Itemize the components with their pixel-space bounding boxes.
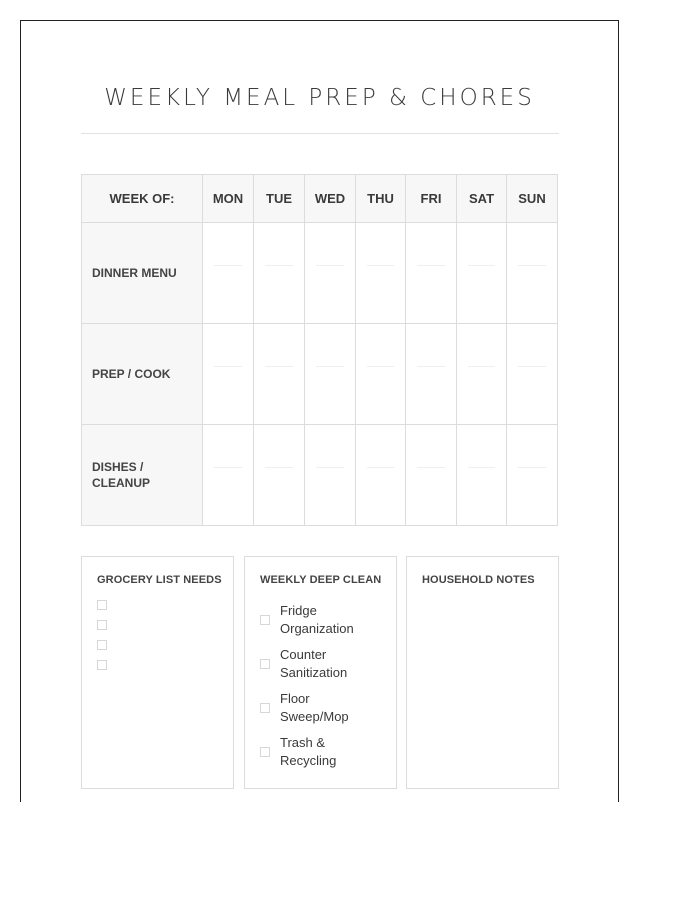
schedule-row-dinner-menu xyxy=(82,223,558,324)
checkbox[interactable] xyxy=(97,600,107,610)
household-notes-panel[interactable] xyxy=(406,556,559,789)
write-line xyxy=(316,366,344,367)
write-line xyxy=(214,366,242,367)
grocery-item xyxy=(97,657,107,677)
schedule-cell[interactable] xyxy=(507,425,558,526)
week-of-label: WEEK OF: xyxy=(82,175,203,223)
page-title: WEEKLY MEAL PREP & CHORES xyxy=(104,85,535,111)
grocery-item xyxy=(97,637,107,657)
schedule-cell[interactable] xyxy=(356,324,406,425)
checklist-item xyxy=(260,686,370,730)
deep-clean-heading: WEEKLY DEEP CLEAN xyxy=(260,574,382,586)
day-header-fri: FRI xyxy=(406,175,457,223)
schedule-cell[interactable] xyxy=(406,425,457,526)
checkbox[interactable] xyxy=(260,703,270,713)
grocery-item xyxy=(97,617,107,637)
weekly-schedule-table xyxy=(81,174,558,526)
write-line xyxy=(417,366,445,367)
write-line xyxy=(367,467,394,468)
schedule-cell[interactable] xyxy=(203,223,254,324)
write-line xyxy=(468,366,495,367)
write-line xyxy=(265,467,293,468)
row-label-dishes-cleanup: DISHES / CLEANUP xyxy=(82,425,203,526)
day-header-sun: SUN xyxy=(507,175,558,223)
day-header-mon: MON xyxy=(203,175,254,223)
schedule-cell[interactable] xyxy=(254,324,305,425)
deep-clean-panel xyxy=(244,556,397,789)
checklist-item-label: Counter Sanitization xyxy=(280,647,348,680)
write-line xyxy=(417,467,445,468)
write-line xyxy=(265,366,293,367)
write-line xyxy=(265,265,293,266)
checkbox[interactable] xyxy=(260,659,270,669)
write-line xyxy=(518,366,546,367)
schedule-cell[interactable] xyxy=(305,324,356,425)
bottom-panels xyxy=(81,556,559,789)
schedule-row-dishes-cleanup xyxy=(82,425,558,526)
checkbox[interactable] xyxy=(260,615,270,625)
write-line xyxy=(367,265,394,266)
row-label-dinner-menu: DINNER MENU xyxy=(82,223,203,324)
schedule-cell[interactable] xyxy=(356,425,406,526)
planner-page xyxy=(20,20,619,802)
schedule-cell[interactable] xyxy=(203,324,254,425)
schedule-header-row xyxy=(82,175,558,223)
schedule-cell[interactable] xyxy=(457,324,507,425)
checkbox[interactable] xyxy=(97,620,107,630)
schedule-cell[interactable] xyxy=(406,223,457,324)
day-header-thu: THU xyxy=(356,175,406,223)
schedule-cell[interactable] xyxy=(254,223,305,324)
checklist-item xyxy=(260,730,370,774)
schedule-cell[interactable] xyxy=(305,425,356,526)
write-line xyxy=(417,265,445,266)
checklist-item-label: Floor Sweep/Mop xyxy=(280,691,349,724)
checkbox[interactable] xyxy=(260,747,270,757)
schedule-cell[interactable] xyxy=(457,223,507,324)
schedule-cell[interactable] xyxy=(254,425,305,526)
write-line xyxy=(518,467,546,468)
schedule-cell[interactable] xyxy=(305,223,356,324)
schedule-cell[interactable] xyxy=(507,223,558,324)
grocery-list-panel xyxy=(81,556,234,789)
day-header-tue: TUE xyxy=(254,175,305,223)
checkbox[interactable] xyxy=(97,640,107,650)
write-line xyxy=(316,265,344,266)
household-notes-heading: HOUSEHOLD NOTES xyxy=(422,574,535,586)
write-line xyxy=(316,467,344,468)
checklist-item-label: Fridge Organization xyxy=(280,603,354,636)
day-header-wed: WED xyxy=(305,175,356,223)
write-line xyxy=(468,467,495,468)
write-line xyxy=(367,366,394,367)
row-label-prep-cook: PREP / COOK xyxy=(82,324,203,425)
write-line xyxy=(468,265,495,266)
title-divider xyxy=(81,133,559,134)
checklist-item xyxy=(260,642,370,686)
schedule-cell[interactable] xyxy=(457,425,507,526)
checkbox[interactable] xyxy=(97,660,107,670)
schedule-cell[interactable] xyxy=(507,324,558,425)
schedule-cell[interactable] xyxy=(356,223,406,324)
grocery-item xyxy=(97,597,107,617)
day-header-sat: SAT xyxy=(457,175,507,223)
schedule-cell[interactable] xyxy=(406,324,457,425)
write-line xyxy=(214,467,242,468)
grocery-list-heading: GROCERY LIST NEEDS xyxy=(97,574,222,586)
write-line xyxy=(214,265,242,266)
schedule-row-prep-cook xyxy=(82,324,558,425)
write-line xyxy=(518,265,546,266)
checklist-item xyxy=(260,598,370,642)
checklist-item-label: Trash & Recycling xyxy=(280,735,337,768)
grocery-checklist xyxy=(97,597,107,677)
schedule-cell[interactable] xyxy=(203,425,254,526)
deep-clean-checklist xyxy=(260,598,370,774)
